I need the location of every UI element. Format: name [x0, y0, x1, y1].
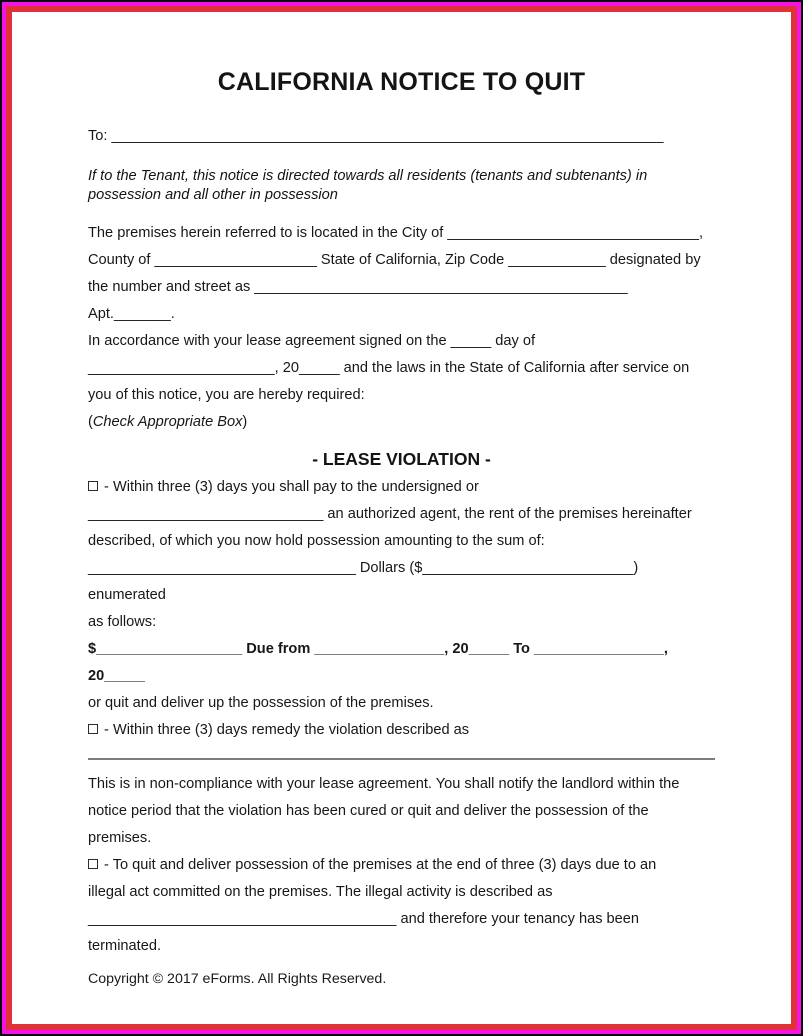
option-2-label: - Within three (3) days remedy the violation described as: [100, 721, 470, 738]
option-1-line-6: or quit and deliver up the possession of the premises.: [88, 694, 434, 711]
option-2-noncompliance-paragraph: This is in non-compliance with your lease agreement. You shall notify the landlord within the notice period that the violation has been cured or quit and deliver the possession of the premises.: [88, 775, 684, 846]
option-1-line-4-dollars[interactable]: _________________________________ Dollars ($__________________________) enumerated: [88, 559, 643, 603]
option-1-due-from-bold-line[interactable]: $__________________ Due from ________________, 20_____ To ________________, 20_____: [88, 640, 672, 684]
tenant-notice-italic-text: If to the Tenant, this notice is directed towards all residents (tenants and subtenants) in possession and all other in possession: [88, 167, 652, 203]
page-title: CALIFORNIA NOTICE TO QUIT: [217, 68, 586, 96]
copyright-notice: Copyright © 2017 eForms. All Rights Reserved.: [88, 971, 387, 987]
check-note-close-paren: ): [242, 413, 248, 430]
option-3-line-1[interactable]: [88, 852, 715, 879]
check-note-open-paren: (: [88, 413, 93, 430]
premises-line-2[interactable]: County of ____________________ State of California, Zip Code ____________ designated by: [88, 251, 701, 268]
premises-line-4-apt[interactable]: Apt._______.: [88, 305, 175, 322]
check-note-italic-text: Check Appropriate Box: [92, 413, 243, 430]
violation-description-rule: [88, 758, 715, 760]
option-3-label: - To quit and deliver possession of the premises at the end of three (3) days due to an: [100, 856, 657, 873]
frame-magenta-band: [2, 2, 801, 1034]
option-1-label: - Within three (3) days you shall pay to the undersigned or: [100, 478, 479, 495]
premises-line-3[interactable]: the number and street as ______________________________________________: [88, 278, 628, 295]
section-heading-lease-violation: - LEASE VIOLATION -: [312, 448, 491, 469]
option-1-line-5: as follows:: [88, 613, 157, 630]
lease-agreement-line-2[interactable]: _______________________, 20_____ and the laws in the State of California after service on: [88, 359, 690, 376]
empty-checkbox-icon[interactable]: [88, 481, 98, 491]
option-1-line-1[interactable]: [88, 474, 715, 501]
option-3-line-2: illegal act committed on the premises. The illegal activity is described as: [88, 883, 553, 900]
option-3-line-3[interactable]: ______________________________________ and therefore your tenancy has been: [88, 910, 640, 927]
option-3-line-4: terminated.: [88, 937, 162, 954]
lease-agreement-line-1[interactable]: In accordance with your lease agreement signed on the _____ day of: [88, 332, 536, 349]
check-appropriate-box-note: [88, 409, 715, 436]
empty-checkbox-icon[interactable]: [88, 724, 98, 734]
to-field-line[interactable]: To: ____________________________________________________________________: [88, 127, 664, 144]
lease-agreement-line-3: you of this notice, you are hereby required:: [88, 386, 365, 403]
document-body: [88, 12, 715, 1024]
option-1-line-2[interactable]: _____________________________ an authorized agent, the rent of the premises hereinafter: [88, 505, 692, 522]
option-1-line-3: described, of which you now hold possession amounting to the sum of:: [88, 532, 545, 549]
empty-checkbox-icon[interactable]: [88, 859, 98, 869]
frame-red-band: [6, 6, 797, 1030]
premises-line-1[interactable]: The premises herein referred to is located in the City of _______________________________,: [88, 224, 703, 241]
option-2-line-1[interactable]: [88, 717, 715, 744]
document-sheet: [12, 12, 791, 1024]
